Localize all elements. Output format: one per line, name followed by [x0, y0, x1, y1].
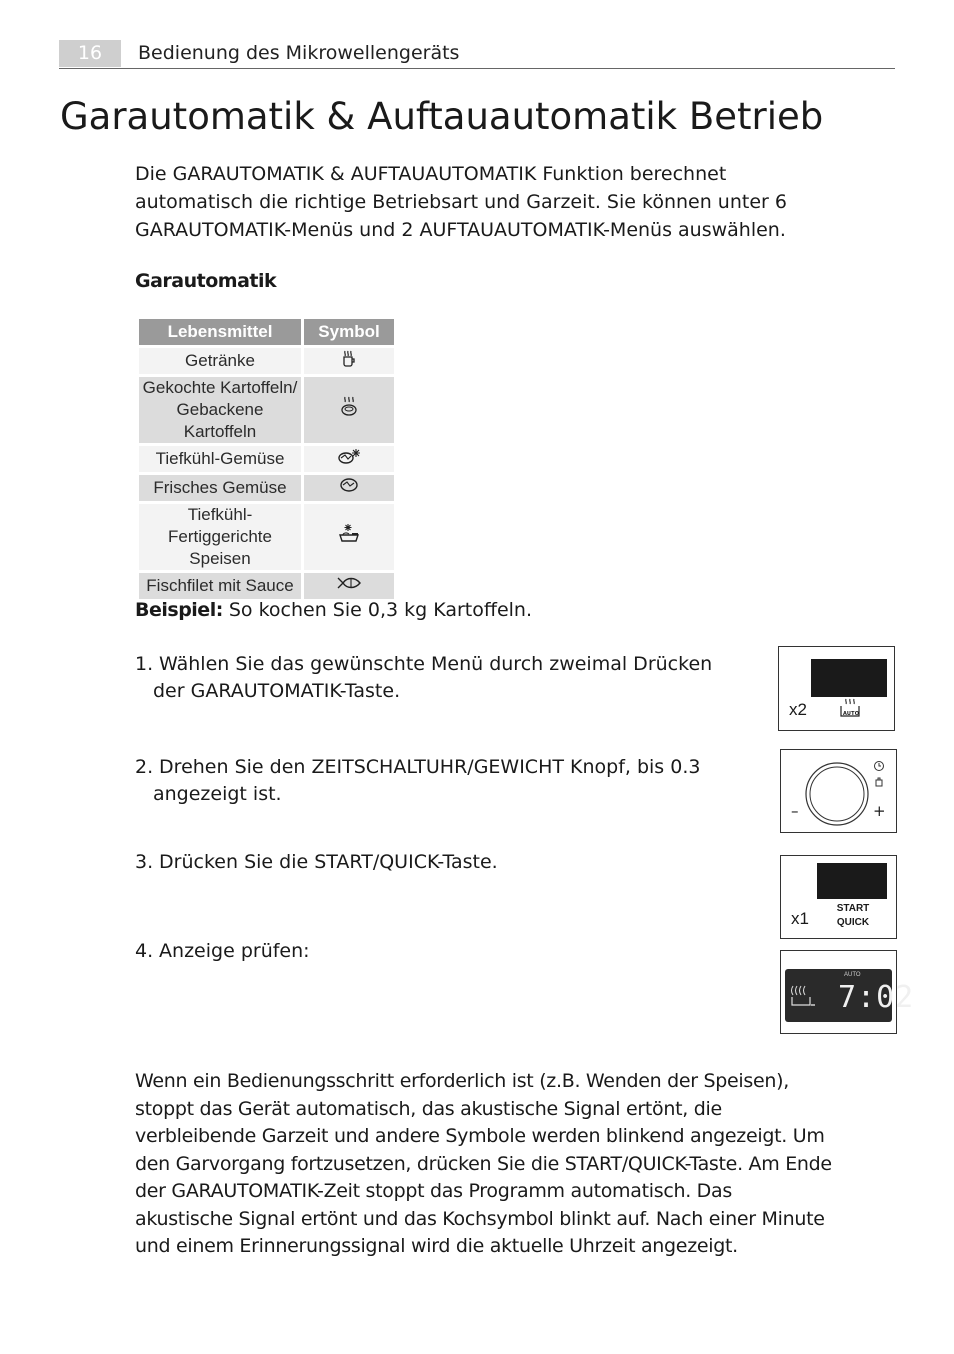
auto-indicator: AUTO — [844, 972, 861, 978]
step-number: 4. — [135, 940, 154, 962]
column-header-food: Lebensmittel — [139, 319, 301, 345]
fresh-vegetable-icon — [338, 475, 360, 495]
example-label: Beispiel: — [135, 599, 223, 621]
start-label: START — [836, 903, 870, 914]
page-title: Garautomatik & Auftauautomatik Betrieb — [60, 95, 824, 138]
display-panel — [811, 659, 887, 697]
quick-label: QUICK — [836, 917, 870, 928]
step-text: Drücken Sie die START/QUICK-Taste. — [159, 851, 498, 873]
plus-label: + — [873, 802, 886, 820]
step-1 — [135, 651, 735, 705]
food-name: Frisches Gemüse — [139, 475, 301, 501]
table-row — [139, 573, 394, 599]
lcd-screen — [785, 969, 915, 1022]
page-number: 16 — [59, 40, 121, 67]
auto-cook-icon — [789, 983, 815, 1009]
time-readout: 7:02 — [838, 980, 915, 1015]
food-name: Tiefkühl-Gemüse — [139, 446, 301, 472]
step-text: Anzeige prüfen: — [159, 940, 310, 962]
running-header: Bedienung des Mikrowellengeräts — [138, 42, 460, 64]
table-row — [139, 348, 394, 374]
press-count: x2 — [789, 700, 807, 719]
auto-label: AUTO — [843, 711, 860, 717]
food-name-line2: Gebackene Kartoffeln — [176, 400, 264, 441]
start-button-illustration — [780, 855, 897, 939]
table-row — [139, 446, 394, 472]
section-heading: Garautomatik — [135, 270, 277, 292]
food-name: Getränke — [139, 348, 301, 374]
step-number: 2. — [135, 756, 154, 778]
step-number: 3. — [135, 851, 154, 873]
example-line — [135, 597, 532, 623]
closing-paragraph: Wenn ein Bedienungsschritt erforderlich ist (z.B. Wenden der Speisen), stoppt das Gerät automatisch, das akustische Signal ertönt, die verbleibende Garzeit und andere Symbole werden blinkend angezeigt. Um den Garvorgang fortzusetzen, drücken Sie die START/QUICK-Taste. Am Ende der GARAUTOMATIK-Zeit stoppt das Programm automatisch. Das akustische Signal ertönt und das Kochsymbol blinkt auf. Nach einer Minute und einem Erinnerungssignal wird die aktuelle Uhrzeit angezeigt. — [135, 1070, 832, 1257]
auto-button — [839, 698, 861, 720]
column-header-symbol: Symbol — [304, 319, 394, 345]
auto-cook-table — [136, 316, 397, 602]
step-text: Wählen Sie das gewünschte Menü durch zweimal Drücken — [159, 653, 713, 675]
food-name: Fischfilet mit Sauce — [139, 573, 301, 599]
food-name-line1: Tiefkühl- — [187, 505, 253, 524]
step-text: Drehen Sie den ZEITSCHALTUHR/GEWICHT Knopf, bis 0.3 — [159, 756, 701, 778]
intro-paragraph: Die GARAUTOMATIK & AUFTAUAUTOMATIK Funktion berechnet automatisch die richtige Betriebsart und Garzeit. Sie können unter 6 GARAUTOMATIK-Menüs und 2 AUFTAUAUTOMATIK-Menüs auswählen. — [135, 163, 787, 241]
dial-illustration — [780, 749, 897, 833]
auto-button-illustration — [778, 646, 895, 731]
table-row — [139, 377, 394, 443]
beverage-icon — [339, 348, 359, 368]
potato-icon — [338, 395, 360, 419]
step-3 — [135, 849, 735, 876]
frozen-vegetable-icon — [336, 446, 362, 466]
frozen-meal-icon — [337, 522, 361, 546]
step-number: 1. — [135, 653, 154, 675]
step-text-cont: angezeigt ist. — [153, 783, 282, 805]
food-name-line2: Fertiggerichte Speisen — [168, 527, 272, 568]
minus-label: – — [791, 802, 799, 820]
header-rule — [59, 68, 895, 69]
start-quick-button — [833, 902, 873, 930]
table-row — [139, 475, 394, 501]
display-check-illustration — [780, 950, 915, 1034]
step-4 — [135, 938, 735, 965]
food-name-line1: Gekochte Kartoffeln/ — [142, 378, 298, 397]
fish-icon — [336, 575, 362, 591]
display-panel — [817, 863, 887, 899]
press-count: x1 — [791, 909, 809, 928]
example-text: So kochen Sie 0,3 kg Kartoffeln. — [228, 599, 533, 621]
step-text-cont: der GARAUTOMATIK-Taste. — [153, 680, 401, 702]
table-row — [139, 504, 394, 570]
step-2 — [135, 754, 735, 808]
